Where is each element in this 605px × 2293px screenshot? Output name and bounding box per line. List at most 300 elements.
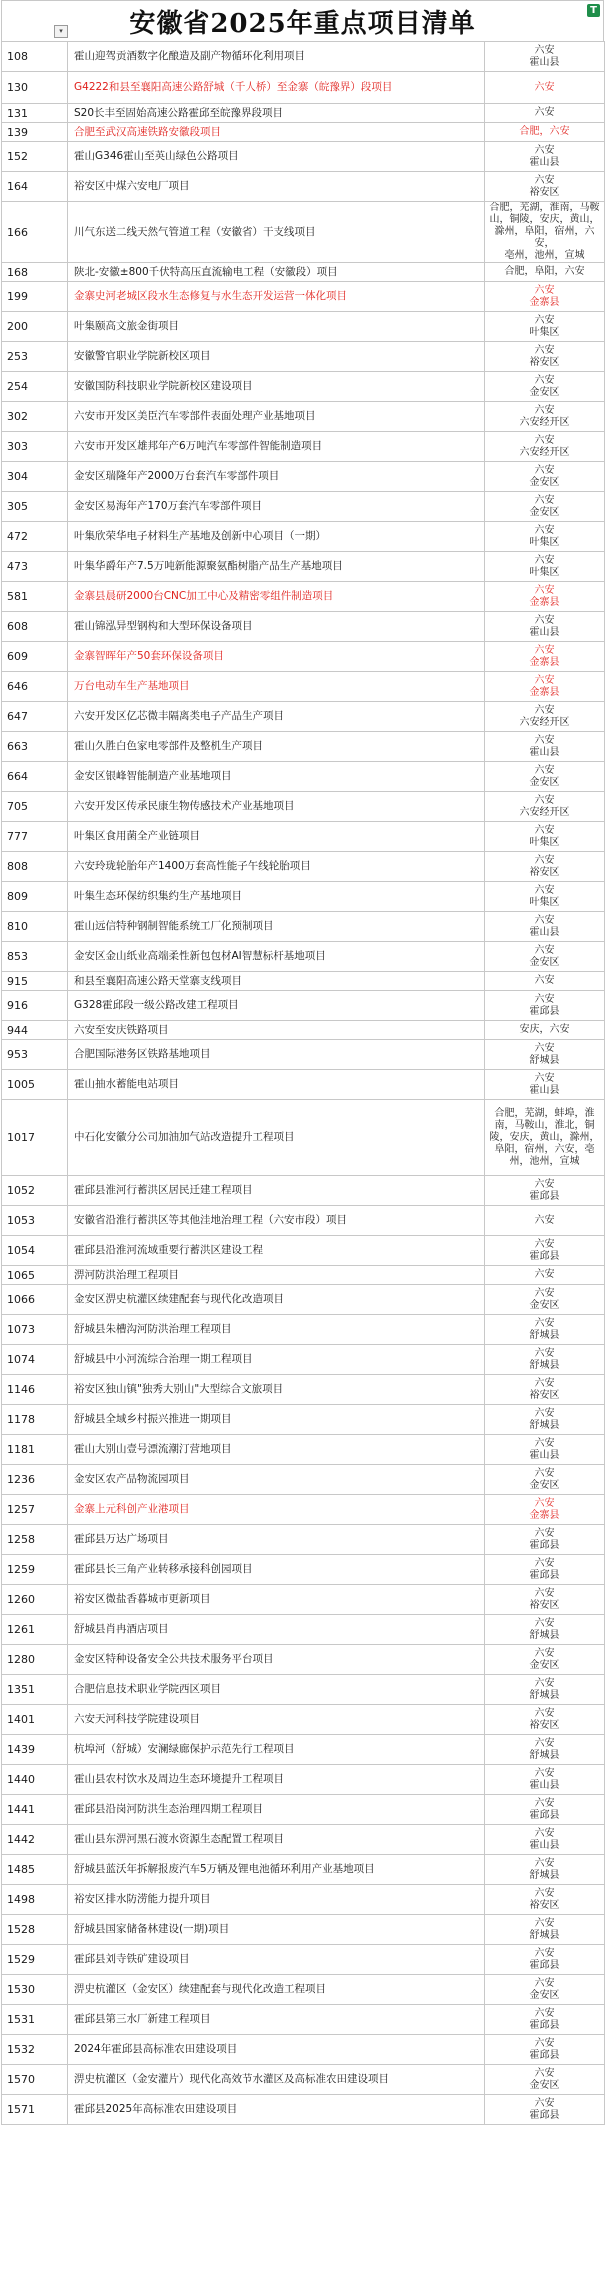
project-name-cell[interactable]: 金安区金山纸业高端柔性新包包材AI智慧标杆基地项目 (68, 942, 485, 972)
location-line: 霍邱县 (529, 1569, 560, 1581)
project-location-cell[interactable] (485, 1975, 605, 2005)
project-name-cell[interactable]: 六安市开发区雄邦年产6万吨汽车零部件智能制造项目 (68, 432, 485, 462)
table-row (2, 1975, 605, 2005)
project-name-cell[interactable]: 金安区银峰智能制造产业基地项目 (68, 762, 485, 792)
location-line: 南，马鞍山，淮北，铜 (494, 1119, 595, 1131)
location-line: 六安 (534, 374, 555, 386)
table-row (2, 552, 605, 582)
project-id-cell[interactable]: 664 (2, 762, 68, 792)
project-name-cell[interactable]: 舒城县国家储备林建设(一期)项目 (68, 1915, 485, 1945)
project-name-cell[interactable]: 霍山锦泓异型钢构和大型环保设备项目 (68, 612, 485, 642)
location-line: 金安区 (529, 506, 560, 518)
table-row (2, 2095, 605, 2125)
project-id-cell[interactable]: 1258 (2, 1525, 68, 1555)
table-row (2, 263, 605, 282)
project-location-cell[interactable] (485, 1705, 605, 1735)
project-name-cell[interactable]: 裕安区微盐香暮城市更新项目 (68, 1585, 485, 1615)
project-id-cell[interactable]: 916 (2, 991, 68, 1021)
project-name-cell[interactable]: 金寨上元科创产业港项目 (68, 1495, 485, 1525)
project-location-cell[interactable] (485, 2005, 605, 2035)
project-name-cell[interactable]: 舒城县中小河流综合治理一期工程项目 (68, 1345, 485, 1375)
location-line: 金安区 (529, 1989, 560, 2001)
project-name-cell[interactable]: 霍山远信特种钢制智能系统工厂化预制项目 (68, 912, 485, 942)
location-line: 霍邱县 (529, 1250, 560, 1262)
location-line: 霍邱县 (529, 1959, 560, 1971)
location-line: 六安 (534, 614, 555, 626)
location-line: 合肥，芜湖，蚌埠，淮 (494, 1107, 595, 1119)
project-name-cell[interactable]: 淠史杭灌区（金安灌片）现代化高效节水灌区及高标准农田建设项目 (68, 2065, 485, 2095)
location-line: 金安区 (529, 1299, 560, 1311)
project-location-cell[interactable] (485, 1525, 605, 1555)
project-location-cell[interactable] (485, 582, 605, 612)
project-id-cell[interactable]: 304 (2, 462, 68, 492)
project-location-cell[interactable] (485, 2065, 605, 2095)
project-name-cell[interactable]: 金寨县晨研2000台CNC加工中心及精密零组件制造项目 (68, 582, 485, 612)
table-row (2, 882, 605, 912)
table-row (2, 1915, 605, 1945)
table-row (2, 991, 605, 1021)
location-line: 裕安区 (529, 356, 560, 368)
project-name-cell[interactable]: 中石化安徽分公司加油加气站改造提升工程项目 (68, 1100, 485, 1176)
project-location-cell[interactable] (485, 462, 605, 492)
project-name-cell[interactable]: 霍山迎驾贡酒数字化酿造及副产物循环化利用项目 (68, 42, 485, 72)
project-name-cell[interactable]: 霍邱县长三角产业转移承接科创园项目 (68, 1555, 485, 1585)
project-location-cell[interactable] (485, 991, 605, 1021)
project-id-cell[interactable]: 646 (2, 672, 68, 702)
project-location-cell[interactable] (485, 1021, 605, 1040)
project-location-cell[interactable] (485, 852, 605, 882)
project-name-cell[interactable]: 金安区特种设备安全公共技术服务平台项目 (68, 1645, 485, 1675)
location-line: 金安区 (529, 956, 560, 968)
project-name-cell[interactable]: 六安玲珑轮胎年产1400万套高性能子午线轮胎项目 (68, 852, 485, 882)
project-id-cell[interactable]: 581 (2, 582, 68, 612)
table-row (2, 72, 605, 104)
project-name-cell[interactable]: 裕安区排水防涝能力提升项目 (68, 1885, 485, 1915)
project-id-cell[interactable]: 1531 (2, 2005, 68, 2035)
project-name-cell[interactable]: 霍邱县淮河行蓄洪区居民迁建工程项目 (68, 1176, 485, 1206)
project-id-cell[interactable]: 1074 (2, 1345, 68, 1375)
project-name-cell[interactable]: 安徽国防科技职业学院新校区建设项目 (68, 372, 485, 402)
location-line: 六安 (534, 284, 555, 296)
project-location-cell[interactable] (485, 402, 605, 432)
location-line: 裕安区 (529, 866, 560, 878)
project-location-cell[interactable] (485, 882, 605, 912)
project-name-cell[interactable]: 霍邱县刘寺铁矿建设项目 (68, 1945, 485, 1975)
project-location-cell[interactable] (485, 672, 605, 702)
location-line: 六安 (534, 1827, 555, 1839)
project-name-cell[interactable]: 霍邱县沿淮河流域重要行蓄洪区建设工程 (68, 1236, 485, 1266)
project-id-cell[interactable]: 1017 (2, 1100, 68, 1176)
location-line: 六安 (534, 944, 555, 956)
project-id-cell[interactable]: 1530 (2, 1975, 68, 2005)
location-line: 六安 (534, 884, 555, 896)
project-name-cell[interactable]: 舒城县全域乡村振兴推进一期项目 (68, 1405, 485, 1435)
project-location-cell[interactable] (485, 202, 605, 263)
project-name-cell[interactable]: 霍山县东淠河黑石渡水资源生态配置工程项目 (68, 1825, 485, 1855)
project-name-cell[interactable]: 六安开发区亿芯微丰隔离类电子产品生产项目 (68, 702, 485, 732)
project-id-cell[interactable]: 1053 (2, 1206, 68, 1236)
project-name-cell[interactable]: 安徽省沿淮行蓄洪区等其他洼地治理工程（六安市段）项目 (68, 1206, 485, 1236)
table-row (2, 1705, 605, 1735)
location-line: 裕安区 (529, 1719, 560, 1731)
project-name-cell[interactable]: 安徽警官职业学院新校区项目 (68, 342, 485, 372)
project-id-cell[interactable]: 810 (2, 912, 68, 942)
project-location-cell[interactable] (485, 1765, 605, 1795)
location-line: 六安 (534, 1707, 555, 1719)
project-location-cell[interactable] (485, 142, 605, 172)
project-name-cell[interactable]: 霍邱县沿岗河防洪生态治理四期工程项目 (68, 1795, 485, 1825)
filter-dropdown-icon[interactable]: ▾ (54, 25, 68, 38)
project-location-cell[interactable] (485, 972, 605, 991)
project-location-cell[interactable] (485, 912, 605, 942)
project-location-cell[interactable] (485, 1555, 605, 1585)
location-line: 霍山县 (529, 926, 560, 938)
project-id-cell[interactable]: 953 (2, 1040, 68, 1070)
location-line: 六安 (534, 1647, 555, 1659)
project-location-cell[interactable] (485, 1236, 605, 1266)
location-line: 六安 (534, 1737, 555, 1749)
project-name-cell[interactable]: 叶集区食用菌全产业链项目 (68, 822, 485, 852)
location-line: 六安 (534, 144, 555, 156)
project-id-cell[interactable]: 1073 (2, 1315, 68, 1345)
table-row (2, 104, 605, 123)
location-line: 裕安区 (529, 1389, 560, 1401)
table-row (2, 1945, 605, 1975)
project-id-cell[interactable]: 131 (2, 104, 68, 123)
table-row (2, 123, 605, 142)
table-row (2, 492, 605, 522)
project-name-cell[interactable]: 叶集欣荣华电子材料生产基地及创新中心项目（一期） (68, 522, 485, 552)
project-id-cell[interactable]: 1052 (2, 1176, 68, 1206)
location-line: 六安 (534, 404, 555, 416)
project-name-cell[interactable]: 淠河防洪治理工程项目 (68, 1266, 485, 1285)
project-id-cell[interactable]: 1351 (2, 1675, 68, 1705)
table-row (2, 1675, 605, 1705)
project-location-cell[interactable] (485, 702, 605, 732)
project-location-cell[interactable] (485, 522, 605, 552)
project-location-cell[interactable] (485, 762, 605, 792)
project-id-cell[interactable]: 473 (2, 552, 68, 582)
project-id-cell[interactable]: 777 (2, 822, 68, 852)
project-id-cell[interactable]: 152 (2, 142, 68, 172)
project-id-cell[interactable]: 1178 (2, 1405, 68, 1435)
table-row (2, 1645, 605, 1675)
project-location-cell[interactable] (485, 792, 605, 822)
location-line: 叶集区 (529, 566, 560, 578)
project-name-cell[interactable]: 金安区淠史杭灌区续建配套与现代化改造项目 (68, 1285, 485, 1315)
project-id-cell[interactable]: 1261 (2, 1615, 68, 1645)
project-name-cell[interactable]: 舒城县朱槽沟河防洪治理工程项目 (68, 1315, 485, 1345)
location-line: 六安 (534, 1857, 555, 1869)
project-id-cell[interactable]: 1498 (2, 1885, 68, 1915)
project-location-cell[interactable] (485, 1315, 605, 1345)
table-row (2, 402, 605, 432)
project-location-cell[interactable] (485, 1495, 605, 1525)
location-line: 六安 (534, 1287, 555, 1299)
project-location-cell[interactable] (485, 732, 605, 762)
project-id-cell[interactable]: 1181 (2, 1435, 68, 1465)
project-location-cell[interactable] (485, 2035, 605, 2065)
project-name-cell[interactable]: 霍山G346霍山至英山绿色公路项目 (68, 142, 485, 172)
project-location-cell[interactable] (485, 1435, 605, 1465)
project-id-cell[interactable]: 108 (2, 42, 68, 72)
project-name-cell[interactable]: 霍山大别山壹号漂流潮汀营地项目 (68, 1435, 485, 1465)
project-location-cell[interactable] (485, 263, 605, 282)
project-name-cell[interactable]: 陕北-安徽±800千伏特高压直流输电工程（安徽段）项目 (68, 263, 485, 282)
project-id-cell[interactable]: 168 (2, 263, 68, 282)
project-id-cell[interactable]: 1236 (2, 1465, 68, 1495)
location-line: 六安 (534, 1269, 555, 1280)
project-id-cell[interactable]: 1280 (2, 1645, 68, 1675)
project-name-cell[interactable]: 合肥信息技术职业学院西区项目 (68, 1675, 485, 1705)
location-line: 六安 (534, 824, 555, 836)
project-id-cell[interactable]: 199 (2, 282, 68, 312)
project-name-cell[interactable]: 霍邱县万达广场项目 (68, 1525, 485, 1555)
project-id-cell[interactable]: 1257 (2, 1495, 68, 1525)
project-name-cell[interactable]: 金安区瑞隆年产2000万台套汽车零部件项目 (68, 462, 485, 492)
project-name-cell[interactable]: G328霍邱段一级公路改建工程项目 (68, 991, 485, 1021)
project-id-cell[interactable]: 609 (2, 642, 68, 672)
table-row (2, 1435, 605, 1465)
project-name-cell[interactable]: 淠史杭灌区（金安区）续建配套与现代化改造工程项目 (68, 1975, 485, 2005)
table-row (2, 1495, 605, 1525)
project-id-cell[interactable]: 1401 (2, 1705, 68, 1735)
project-name-cell[interactable]: 六安开发区传承民康生物传感技术产业基地项目 (68, 792, 485, 822)
project-name-cell[interactable]: 舒城县肖冉酒店项目 (68, 1615, 485, 1645)
project-id-cell[interactable]: 809 (2, 882, 68, 912)
project-location-cell[interactable] (485, 1825, 605, 1855)
project-location-cell[interactable] (485, 1070, 605, 1100)
project-location-cell[interactable] (485, 1585, 605, 1615)
location-line: 舒城县 (529, 1419, 560, 1431)
project-name-cell[interactable]: 万台电动车生产基地项目 (68, 672, 485, 702)
project-id-cell[interactable]: 1441 (2, 1795, 68, 1825)
project-location-cell[interactable] (485, 1040, 605, 1070)
project-location-cell[interactable] (485, 1915, 605, 1945)
project-location-cell[interactable] (485, 612, 605, 642)
table-row (2, 1266, 605, 1285)
project-table (1, 41, 605, 2125)
project-name-cell[interactable]: 合肥至武汉高速铁路安徽段项目 (68, 123, 485, 142)
project-location-cell[interactable] (485, 1100, 605, 1176)
location-line: 六安 (534, 1587, 555, 1599)
project-location-cell[interactable] (485, 1735, 605, 1765)
project-location-cell[interactable] (485, 1176, 605, 1206)
table-row (2, 1176, 605, 1206)
project-name-cell[interactable]: 金安区农产品物流园项目 (68, 1465, 485, 1495)
location-line: 霍邱县 (529, 2109, 560, 2121)
project-id-cell[interactable]: 1260 (2, 1585, 68, 1615)
location-line: 合肥，六安 (519, 126, 570, 137)
table-row (2, 1285, 605, 1315)
project-id-cell[interactable]: 608 (2, 612, 68, 642)
project-name-cell[interactable]: 叶集颐高文旅金街项目 (68, 312, 485, 342)
project-name-cell[interactable]: 裕安区中煤六安电厂项目 (68, 172, 485, 202)
project-name-cell[interactable]: 六安至安庆铁路项目 (68, 1021, 485, 1040)
location-line: 六安经开区 (519, 806, 570, 818)
project-location-cell[interactable] (485, 432, 605, 462)
location-line: 霍山县 (529, 1084, 560, 1096)
project-id-cell[interactable]: 647 (2, 702, 68, 732)
table-row (2, 762, 605, 792)
location-line: 六安 (534, 1677, 555, 1689)
table-row (2, 1345, 605, 1375)
location-line: 六安 (534, 2037, 555, 2049)
location-line: 六安 (534, 434, 555, 446)
table-row (2, 2035, 605, 2065)
project-id-cell[interactable]: 200 (2, 312, 68, 342)
project-id-cell[interactable]: 1532 (2, 2035, 68, 2065)
project-id-cell[interactable]: 853 (2, 942, 68, 972)
table-row (2, 172, 605, 202)
location-line: 陵，安庆，黄山，滁州， (489, 1131, 600, 1143)
project-id-cell[interactable]: 253 (2, 342, 68, 372)
project-name-cell[interactable]: 金寨史河老城区段水生态修复与水生态开发运营一体化项目 (68, 282, 485, 312)
project-name-cell[interactable]: 和县至襄阳高速公路天堂寨支线项目 (68, 972, 485, 991)
project-location-cell[interactable] (485, 1675, 605, 1705)
project-location-cell[interactable] (485, 42, 605, 72)
project-id-cell[interactable]: 1054 (2, 1236, 68, 1266)
location-line: 六安 (534, 1317, 555, 1329)
project-name-cell[interactable]: 金寨智晖年产50套环保设备项目 (68, 642, 485, 672)
project-location-cell[interactable] (485, 282, 605, 312)
location-line: 金寨县 (529, 296, 560, 308)
project-id-cell[interactable]: 305 (2, 492, 68, 522)
project-location-cell[interactable] (485, 552, 605, 582)
location-line: 霍邱县 (529, 1539, 560, 1551)
project-location-cell[interactable] (485, 342, 605, 372)
project-location-cell[interactable] (485, 1206, 605, 1236)
project-name-cell[interactable]: 霍山抽水蓄能电站项目 (68, 1070, 485, 1100)
project-id-cell[interactable]: 915 (2, 972, 68, 991)
project-location-cell[interactable] (485, 2095, 605, 2125)
project-name-cell[interactable]: 川气东送二线天然气管道工程（安徽省）干支线项目 (68, 202, 485, 263)
project-name-cell[interactable]: 霍邱县2025年高标准农田建设项目 (68, 2095, 485, 2125)
table-row (2, 282, 605, 312)
project-location-cell[interactable] (485, 372, 605, 402)
location-line: 六安 (534, 107, 555, 118)
project-id-cell[interactable]: 1485 (2, 1855, 68, 1885)
location-line: 阜阳，宿州，六安，亳 (494, 1143, 595, 1155)
location-line: 金安区 (529, 776, 560, 788)
project-id-cell[interactable]: 1066 (2, 1285, 68, 1315)
project-id-cell[interactable]: 1571 (2, 2095, 68, 2125)
project-name-cell[interactable]: 裕安区独山镇"独秀大别山"大型综合文旅项目 (68, 1375, 485, 1405)
project-location-cell[interactable] (485, 172, 605, 202)
project-id-cell[interactable]: 254 (2, 372, 68, 402)
project-id-cell[interactable]: 303 (2, 432, 68, 462)
project-id-cell[interactable]: 944 (2, 1021, 68, 1040)
project-location-cell[interactable] (485, 1645, 605, 1675)
project-location-cell[interactable] (485, 123, 605, 142)
project-name-cell[interactable]: 霍邱县第三水厂新建工程项目 (68, 2005, 485, 2035)
project-id-cell[interactable]: 808 (2, 852, 68, 882)
location-line: 金安区 (529, 386, 560, 398)
table-row (2, 672, 605, 702)
table-row (2, 2005, 605, 2035)
project-location-cell[interactable] (485, 72, 605, 104)
project-id-cell[interactable]: 1439 (2, 1735, 68, 1765)
project-id-cell[interactable]: 1259 (2, 1555, 68, 1585)
project-id-cell[interactable]: 1005 (2, 1070, 68, 1100)
project-name-cell[interactable]: G4222和县至襄阳高速公路舒城（千人桥）至金寨（皖豫界）段项目 (68, 72, 485, 104)
project-id-cell[interactable]: 1528 (2, 1915, 68, 1945)
project-name-cell[interactable]: 杭埠河（舒城）安澜绿廊保护示范先行工程项目 (68, 1735, 485, 1765)
project-id-cell[interactable]: 166 (2, 202, 68, 263)
project-name-cell[interactable]: 金安区易海年产170万套汽车零部件项目 (68, 492, 485, 522)
project-id-cell[interactable]: 302 (2, 402, 68, 432)
project-location-cell[interactable] (485, 822, 605, 852)
project-id-cell[interactable]: 139 (2, 123, 68, 142)
project-location-cell[interactable] (485, 1945, 605, 1975)
project-id-cell[interactable]: 663 (2, 732, 68, 762)
project-name-cell[interactable]: 霍山县农村饮水及周边生态环境提升工程项目 (68, 1765, 485, 1795)
project-id-cell[interactable]: 472 (2, 522, 68, 552)
project-location-cell[interactable] (485, 942, 605, 972)
project-location-cell[interactable] (485, 1266, 605, 1285)
project-location-cell[interactable] (485, 1375, 605, 1405)
project-location-cell[interactable] (485, 1465, 605, 1495)
location-line: 舒城县 (529, 1869, 560, 1881)
project-id-cell[interactable]: 1146 (2, 1375, 68, 1405)
project-location-cell[interactable] (485, 492, 605, 522)
location-line: 六安 (534, 1557, 555, 1569)
location-line: 霍山县 (529, 626, 560, 638)
project-name-cell[interactable]: 六安天河科技学院建设项目 (68, 1705, 485, 1735)
project-location-cell[interactable] (485, 1345, 605, 1375)
location-line: 六安 (534, 993, 555, 1005)
location-line: 六安 (534, 44, 555, 56)
project-location-cell[interactable] (485, 312, 605, 342)
project-id-cell[interactable]: 1065 (2, 1266, 68, 1285)
location-line: 霍邱县 (529, 2049, 560, 2061)
table-row (2, 372, 605, 402)
location-line: 六安 (534, 2067, 555, 2079)
project-name-cell[interactable]: 舒城县蓝沃年拆解报废汽车5万辆及锂电池循环利用产业基地项目 (68, 1855, 485, 1885)
project-id-cell[interactable]: 1570 (2, 2065, 68, 2095)
project-location-cell[interactable] (485, 1855, 605, 1885)
project-id-cell[interactable]: 705 (2, 792, 68, 822)
project-name-cell[interactable]: S20长丰至固始高速公路霍邱至皖豫界段项目 (68, 104, 485, 123)
location-line: 六安 (534, 1947, 555, 1959)
project-name-cell[interactable]: 叶集华爵年产7.5万吨新能源聚氨酯树脂产品生产基地项目 (68, 552, 485, 582)
project-name-cell[interactable]: 叶集生态环保纺织集约生产基地项目 (68, 882, 485, 912)
location-line: 舒城县 (529, 1329, 560, 1341)
location-line: 霍邱县 (529, 1809, 560, 1821)
location-line: 六安 (534, 344, 555, 356)
location-line: 六安 (534, 1347, 555, 1359)
project-location-cell[interactable] (485, 1615, 605, 1645)
project-name-cell[interactable]: 六安市开发区美臣汽车零部件表面处理产业基地项目 (68, 402, 485, 432)
location-line: 叶集区 (529, 326, 560, 338)
project-location-cell[interactable] (485, 1405, 605, 1435)
project-location-cell[interactable] (485, 104, 605, 123)
project-name-cell[interactable]: 合肥国际港务区铁路基地项目 (68, 1040, 485, 1070)
project-id-cell[interactable]: 1529 (2, 1945, 68, 1975)
project-id-cell[interactable]: 1440 (2, 1765, 68, 1795)
project-location-cell[interactable] (485, 1285, 605, 1315)
project-id-cell[interactable]: 164 (2, 172, 68, 202)
project-location-cell[interactable] (485, 642, 605, 672)
title-bar (1, 0, 604, 41)
location-line: 金寨县 (529, 686, 560, 698)
project-id-cell[interactable]: 1442 (2, 1825, 68, 1855)
project-id-cell[interactable]: 130 (2, 72, 68, 104)
project-name-cell[interactable]: 霍山久胜白色家电零部件及整机生产项目 (68, 732, 485, 762)
project-location-cell[interactable] (485, 1885, 605, 1915)
project-name-cell[interactable]: 2024年霍邱县高标准农田建设项目 (68, 2035, 485, 2065)
project-location-cell[interactable] (485, 1795, 605, 1825)
